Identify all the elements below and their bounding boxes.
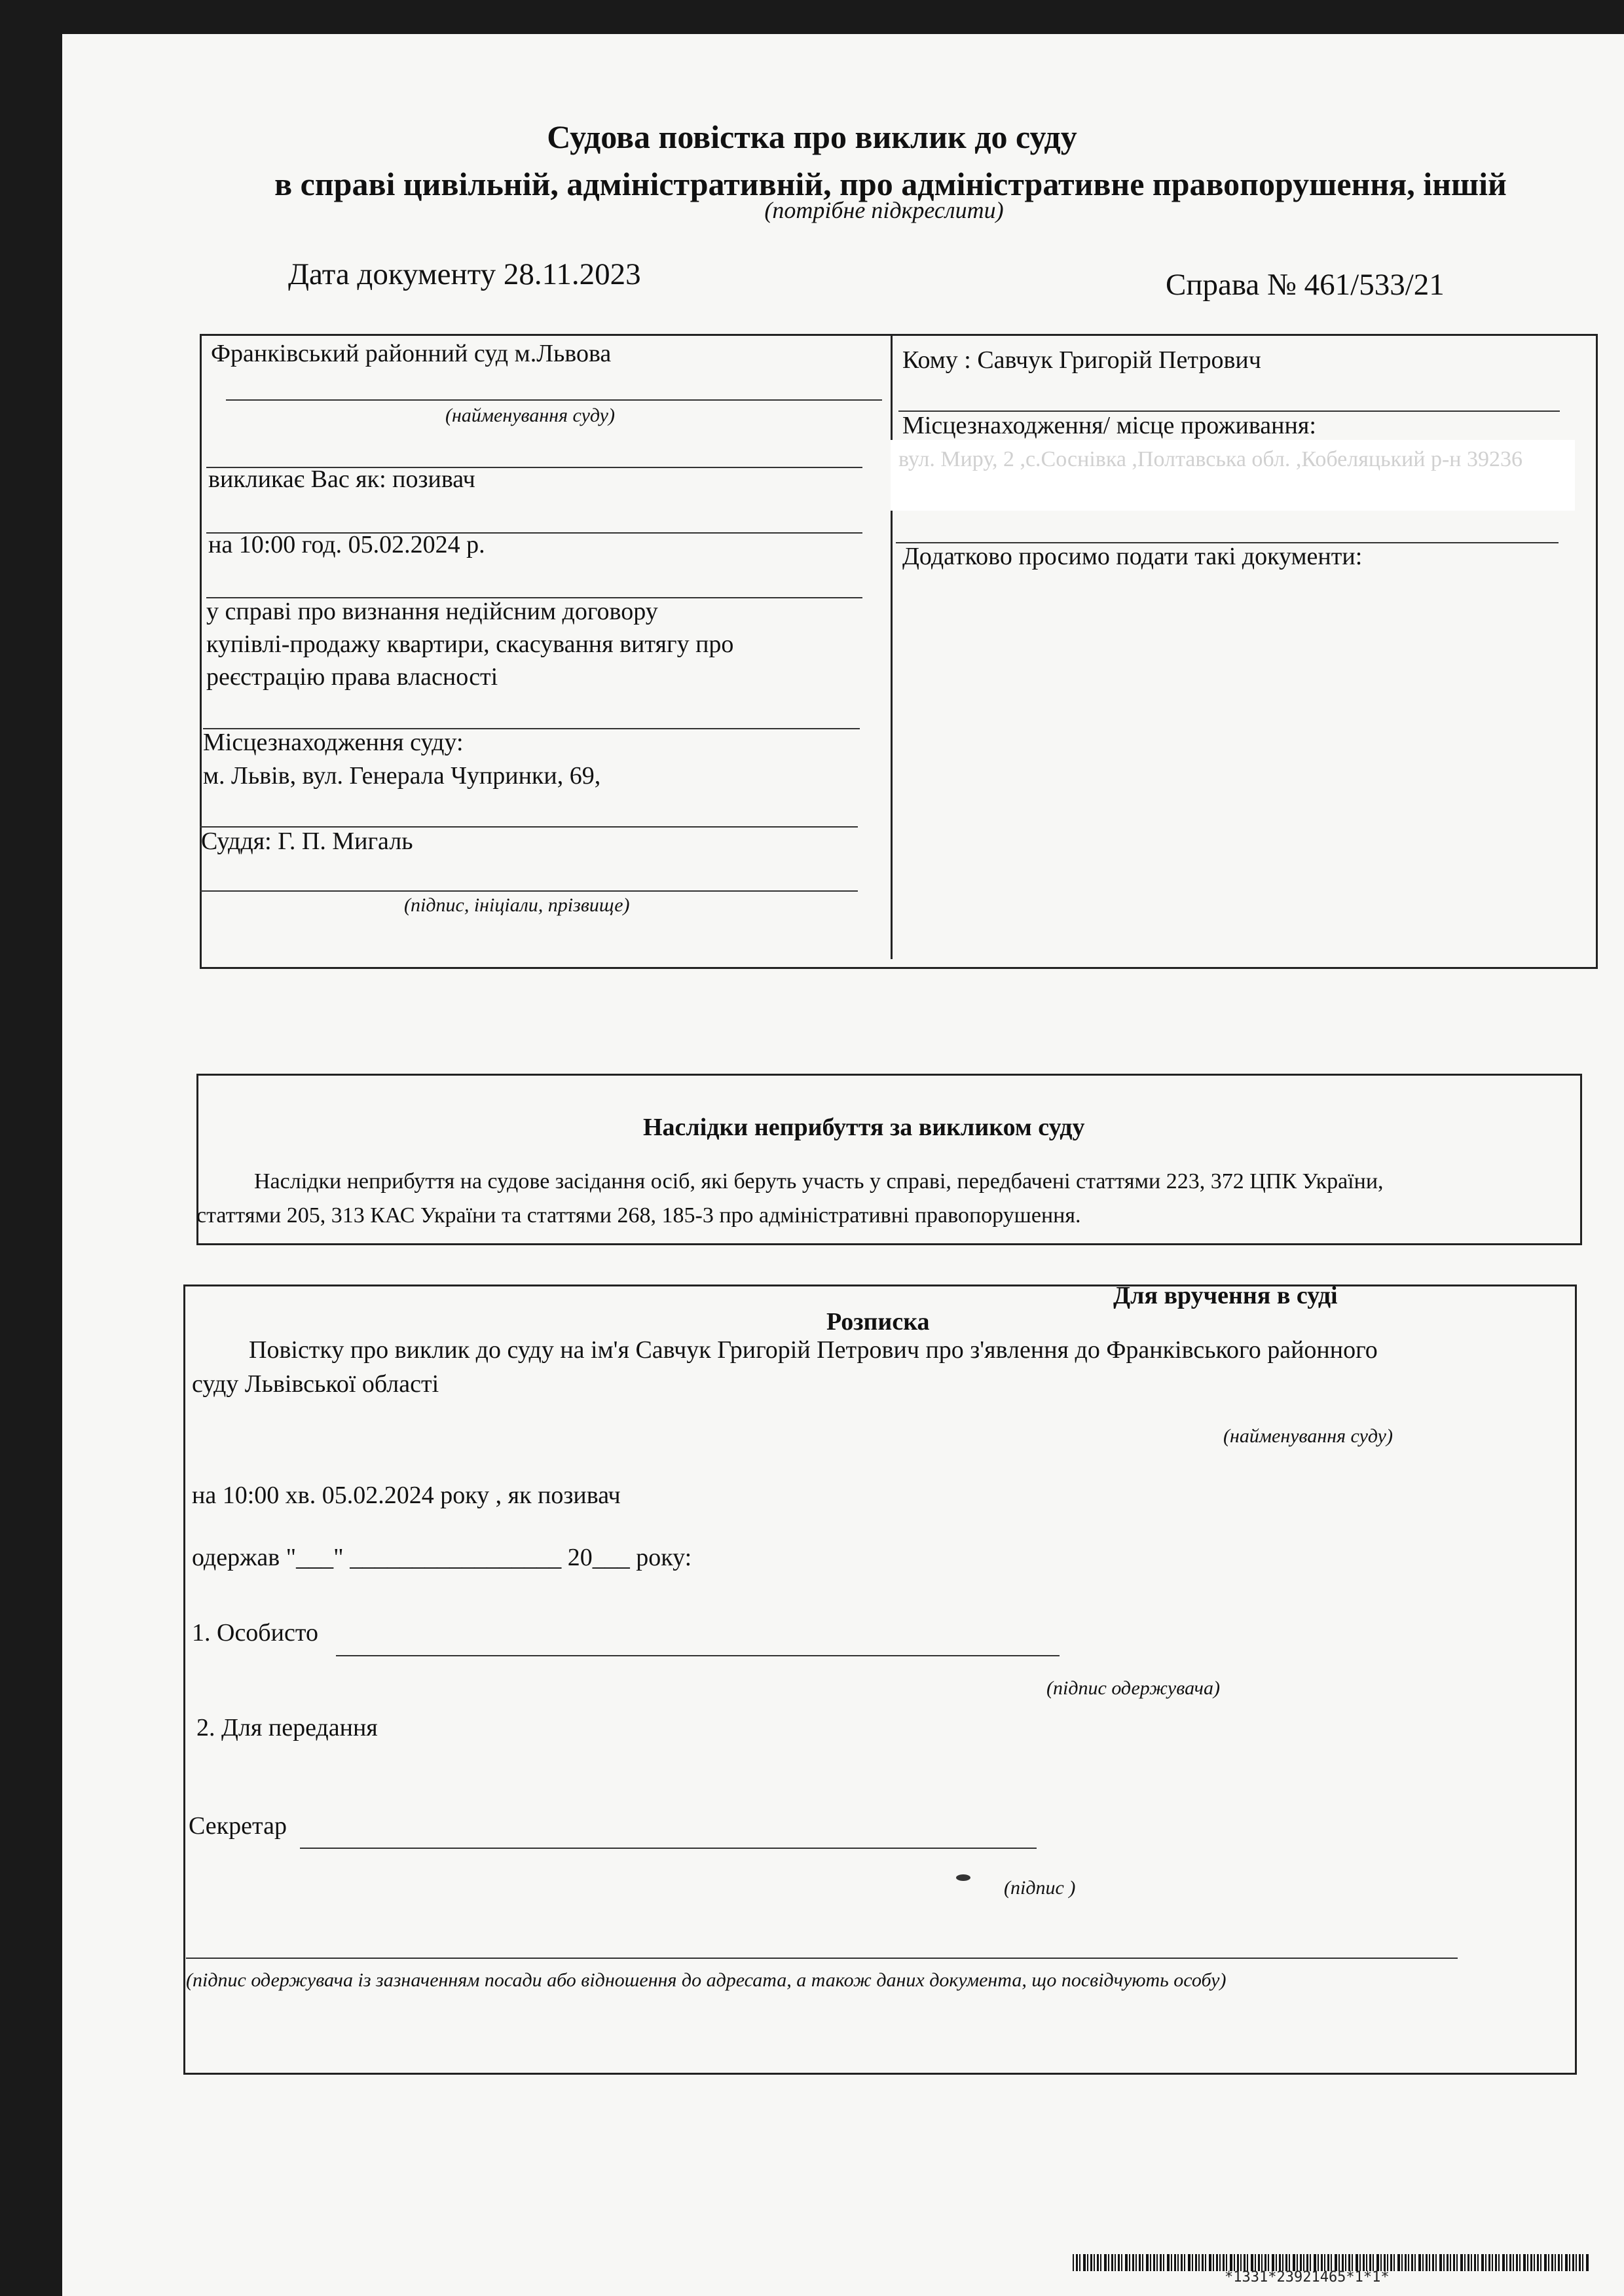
case-description-line3: реєстрацію права власності: [206, 663, 498, 691]
secretary-signature-caption: (підпис ): [1004, 1877, 1076, 1899]
received-date: одержав "___" _________________ 20___ року:: [192, 1544, 692, 1571]
case-description-line2: купівлі-продажу квартири, скасування витягу про: [206, 630, 734, 658]
divider: [200, 890, 858, 892]
receipt-title: Розписка: [826, 1308, 930, 1336]
receipt-time: на 10:00 хв. 05.02.2024 року , як позивач: [192, 1482, 621, 1509]
court-caption: (найменування суду): [445, 405, 615, 426]
judge-signature-caption: (підпис, ініціали, прізвище): [404, 894, 630, 916]
receipt-line1: Повістку про виклик до суду на ім'я Савчук Григорій Петрович про з'явлення до Франківського районного: [249, 1336, 1378, 1364]
recipient-signature-caption: (підпис одержувача): [1046, 1677, 1220, 1699]
court-location-label: Місцезнаходження суду:: [203, 729, 464, 756]
receipt-court-caption: (найменування суду): [1223, 1425, 1393, 1447]
judge-name: Суддя: Г. П. Мигаль: [201, 828, 413, 855]
transfer-label: 2. Для передання: [196, 1714, 378, 1741]
document-title: Судова повістка про виклик до суду: [547, 118, 1077, 155]
divider: [226, 399, 882, 401]
ink-mark: [956, 1874, 970, 1881]
summons-role: викликає Вас як: позивач: [208, 465, 475, 493]
bottom-signature-caption: (підпис одержувача із зазначенням посади або відношення до адресата, а також даних документа, що посвідчують особу): [186, 1969, 1227, 1991]
residence-address-redacted: вул. Миру, 2 ,с.Соснівка ,Полтавська обл. ,Кобеляцький р-н 39236: [891, 440, 1575, 511]
personal-receipt-label: 1. Особисто: [192, 1619, 318, 1647]
consequences-title: Наслідки неприбуття за викликом суду: [643, 1114, 1085, 1141]
residence-label: Місцезнаходження/ місце проживання:: [902, 412, 1316, 439]
additional-documents-label: Додатково просимо подати такі документи:: [902, 543, 1363, 570]
case-description-line1: у справі про визнання недійсним договору: [206, 598, 658, 625]
hearing-time: на 10:00 год. 05.02.2024 р.: [208, 531, 485, 558]
case-number: Справа № 461/533/21: [1166, 268, 1445, 302]
delivery-note: Для вручення в суді: [1113, 1282, 1338, 1309]
receipt-line2: суду Львівської області: [192, 1370, 439, 1398]
barcode-text: *1331*23921465*1*1*: [1225, 2269, 1390, 2286]
court-name: Франківський районний суд м.Львова: [211, 340, 612, 367]
consequences-text-line2: статтями 205, 313 КАС України та статтями 268, 185-3 про адміністративні правопорушення.: [196, 1203, 1081, 1228]
document-date: Дата документу 28.11.2023: [288, 257, 641, 291]
court-location-value: м. Львів, вул. Генерала Чупринки, 69,: [203, 762, 601, 790]
bottom-signature-line: [186, 1958, 1458, 1959]
secretary-label: Секретар: [189, 1812, 287, 1840]
consequences-text-line1: Наслідки неприбуття на судове засідання осіб, які беруть участь у справі, передбачені статтями 223, 372 ЦПК України,: [254, 1169, 1384, 1194]
underline-note: (потрібне підкреслити): [764, 197, 1004, 223]
personal-signature-line: [336, 1655, 1060, 1656]
secretary-signature-line: [300, 1848, 1037, 1849]
recipient-name: Кому : Савчук Григорій Петрович: [902, 346, 1261, 374]
receipt-block: [183, 1285, 1577, 2075]
document-subtitle: в справі цивільній, адміністративній, про адміністративне правопорушення, іншій: [274, 166, 1507, 202]
column-divider: [891, 334, 893, 959]
